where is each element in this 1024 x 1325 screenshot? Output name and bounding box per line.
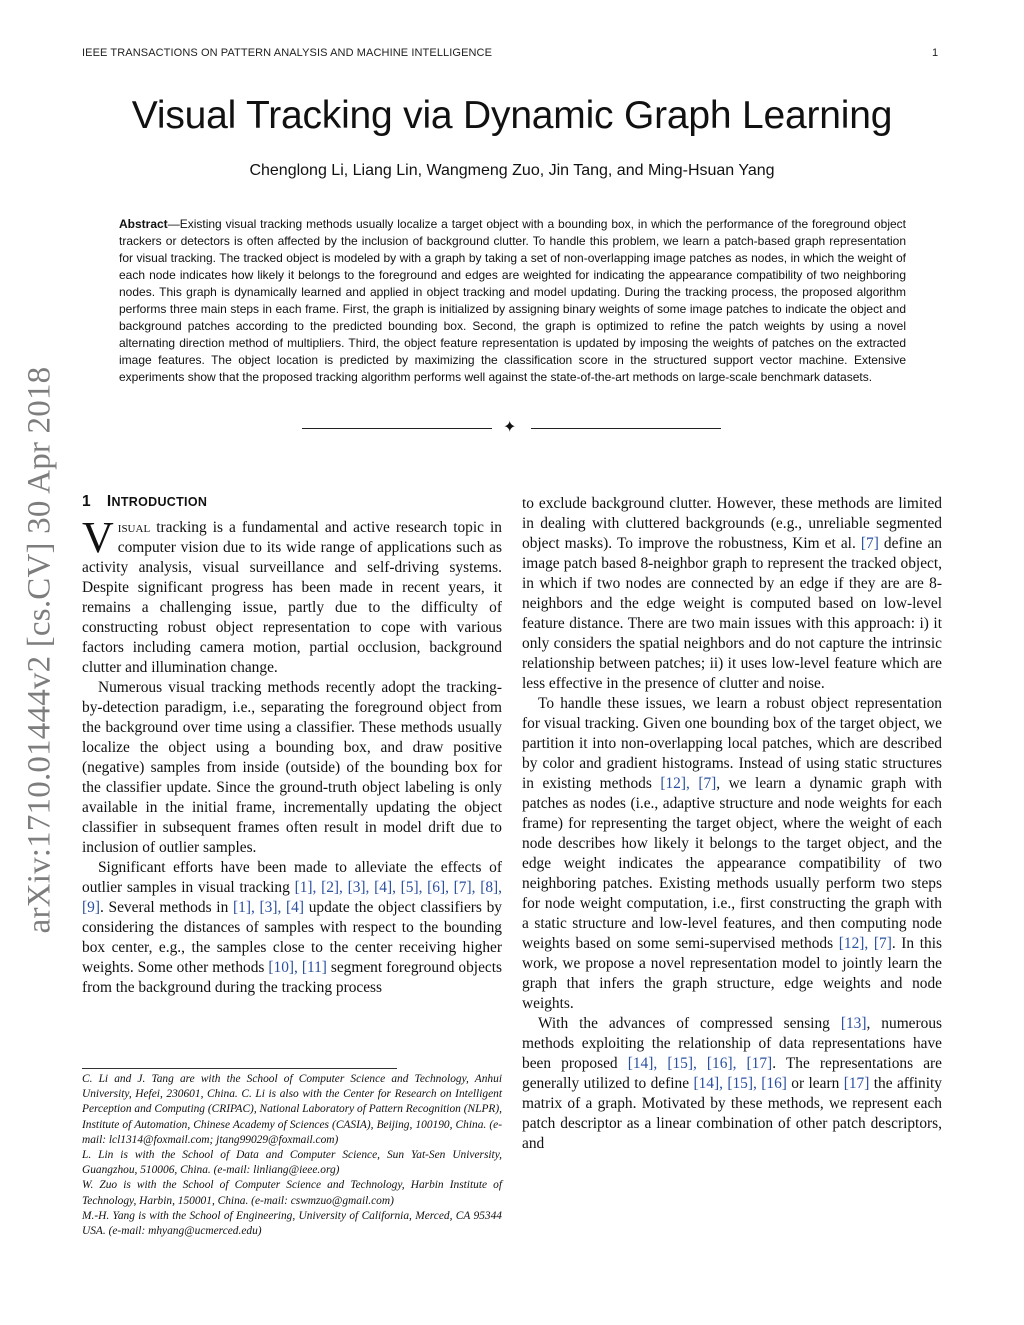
citation-link[interactable]: [12], [7]	[660, 775, 717, 792]
section-title-initial: I	[106, 493, 112, 510]
text-run: , we learn a dynamic graph with patches as nodes (i.e., adaptive structure and node weights for each frame) for representing the target object, where the weight of each node describes how likely it belongs to the target object, and the edge weight indicates the appearance compatibility of two neighboring patches. Existing methods usually perform two steps for node weight computation, i.e., first constructing the graph with a static structure and low-level features, and then computing node weights based on some semi-supervised methods	[522, 775, 943, 952]
text-run: . In this work, we propose a novel representation model to jointly learn the graph that infers the graph structure, edge weights and node weights.	[522, 935, 942, 1012]
intro-paragraph-6	[522, 1014, 942, 1154]
text-run: . Several methods in	[99, 899, 233, 916]
intro-paragraph-3	[82, 858, 502, 998]
footnote-item: C. Li and J. Tang are with the School of Computer Science and Technology, Anhui University, Hefei, 230601, China. C. Li is also with the Center for Research on Intelligent Perception and Computing (CRIPAC), National Laboratory of Pattern Recognition (NLPR), Institute of Automation, Chinese Academy of Sciences (CASIA), Beijing, 100190, China. (e-mail: lcl1314@foxmail.com; jtang99029@foxmail.com)	[82, 1073, 502, 1146]
footnote-rule	[82, 1068, 397, 1069]
intro-paragraph-1	[82, 513, 502, 678]
text-run: , numerous methods exploiting the relationship of data representations have been proposed	[522, 1015, 942, 1072]
citation-link[interactable]: [12], [7]	[838, 935, 892, 952]
text-run: Significant efforts have been made to alleviate the effects of outlier samples in visual tracking	[82, 859, 502, 896]
separator-diamond-icon: ✦	[503, 419, 517, 436]
intro-paragraph-1-text: tracking is a fundamental and active research topic in computer vision due to its wide range of applications such as activity analysis, visual surveillance and self-driving systems. Despite significant progress has been made in recent years, it remains a challenging issue, partly due to the difficulty of constructing robust object representation to cope with various factors including camera motion, partial occlusion, background clutter and illumination change.	[82, 519, 502, 676]
page-number: 1	[932, 47, 939, 59]
text-run: update the object classifiers by considering the distances of samples with respect to the bounding box center, e.g., the samples close to the center receiving higher weights. Some other methods	[82, 899, 503, 976]
intro-paragraph-2: Numerous visual tracking methods recently adopt the tracking-by-detection paradigm, i.e., separating the foreground object from the background over time using a classifier. These methods usually localize the object using a bounding box, and draw positive (negative) samples from inside (outside) of the bounding box for the classifier update. Since the ground-truth object labeling is only available in the initial frame, incrementally updating the object classifier in subsequent frames often result in model drift due to inclusion of outlier samples.	[82, 679, 502, 856]
citation-link[interactable]: [14], [15], [16]	[693, 1075, 787, 1092]
section-title-rest: NTRODUCTION	[111, 495, 208, 509]
journal-header: IEEE TRANSACTIONS ON PATTERN ANALYSIS AND MACHINE INTELLIGENCE	[82, 47, 493, 59]
text-run: segment foreground objects from the background during the tracking process	[82, 959, 503, 996]
text-run: . The representations are generally utilized to define	[522, 1055, 942, 1092]
affiliation-footnotes	[82, 1072, 502, 1239]
separator-rule-right	[531, 428, 721, 429]
right-column	[522, 494, 942, 1154]
citation-link[interactable]: [17]	[843, 1075, 870, 1092]
citation-link[interactable]: [13]	[840, 1015, 867, 1032]
citation-link[interactable]: [7]	[860, 535, 879, 552]
intro-paragraph-5	[522, 694, 942, 1014]
abstract-label: Abstract	[119, 217, 168, 231]
paper-title: Visual Tracking via Dynamic Graph Learning	[131, 94, 893, 137]
separator-rule-left	[302, 428, 492, 429]
intro-paragraph-4	[522, 494, 942, 694]
citation-link[interactable]: [14], [15], [16], [17]	[627, 1055, 773, 1072]
citation-link[interactable]: [10], [11]	[268, 959, 327, 976]
text-run: define an image patch based 8-neighbor graph to represent the tracked object, in which if two nodes are connected by an edge if they are are 8-neighbors and the edge weight is computed based on low-level feature distance. There are two main issues with this approach: i) it only considers the spatial neighbors and do not capture the intrinsic relationship between patches; ii) it uses low-level feature which are less effective in the presence of clutter and noise.	[522, 535, 942, 692]
text-run: or learn	[786, 1075, 844, 1092]
citation-link[interactable]: [1], [2], [3], [4], [5], [6], [7], [8], [9]	[82, 879, 502, 916]
section-number: 1	[82, 493, 91, 510]
left-column	[82, 513, 503, 998]
abstract	[119, 216, 906, 386]
drop-cap: V	[82, 513, 114, 562]
footnote-item: M.-H. Yang is with the School of Engineering, University of California, Merced, CA 95344 USA. (e-mail: mhyang@ucmerced.edu)	[82, 1209, 502, 1238]
text-run: With the advances of compressed sensing	[538, 1015, 841, 1032]
text-run: the affinity matrix of a graph. Motivated by these methods, we represent each patch descriptor as a linear combination of other patch descriptors, and	[522, 1075, 942, 1152]
abstract-text: —Existing visual tracking methods usually localize a target object with a bounding box, in which the performance of the foreground object trackers or detectors is often affected by the inclusion of background clutter. To handle this problem, we learn a patch-based graph representation for visual tracking. The tracked object is modeled by with a graph by taking a set of non-overlapping image patches as nodes, in which the weight of each node indicates how likely it belongs to the foreground and edges are weighted for indicating the appearance compatibility of two neighboring nodes. This graph is dynamically learned and applied in object tracking and model updating. During the tracking process, the proposed algorithm performs three main steps in each frame. First, the graph is initialized by assigning binary weights of some image patches to indicate the object and background patches according to the predicted bounding box. Second, the graph is optimized to refine the patch weights by using a novel alternating direction method of multipliers. Third, the object feature representation is updated by imposing the weights of patches on the extracted image features. The object location is predicted by maximizing the classification score in the structured support vector machine. Extensive experiments show that the proposed tracking algorithm performs well against the state-of-the-art methods on large-scale benchmark datasets.	[119, 217, 906, 384]
citation-link[interactable]: [1], [3], [4]	[233, 899, 304, 916]
footnote-item: W. Zuo is with the School of Computer Science and Technology, Harbin Institute of Technology, Harbin, 150001, China. (e-mail: cswmzuo@gmail.com)	[82, 1179, 502, 1207]
arxiv-stamp[interactable]: arXiv:1710.01444v2 [cs.CV] 30 Apr 2018	[21, 366, 58, 934]
footnote-item: L. Lin is with the School of Data and Computer Science, Sun Yat-Sen University, Guangzhou, 510006, China. (e-mail: linliang@ieee.org)	[82, 1149, 502, 1177]
section-heading	[82, 493, 207, 511]
text-run: to exclude background clutter. However, these methods are limited in dealing with cluttered backgrounds (e.g., unreliable segmented object masks). To improve the robustness, Kim et al.	[522, 495, 942, 552]
text-run: To handle these issues, we learn a robust object representation for visual tracking. Given one bounding box of the target object, we partition it into non-overlapping local patches, which are described by color and gradient histograms. Instead of using static structures in existing methods	[522, 695, 942, 792]
author-list: Chenglong Li, Liang Lin, Wangmeng Zuo, Jin Tang, and Ming-Hsuan Yang	[249, 162, 775, 179]
drop-cap-smallcaps: isual	[117, 519, 151, 536]
